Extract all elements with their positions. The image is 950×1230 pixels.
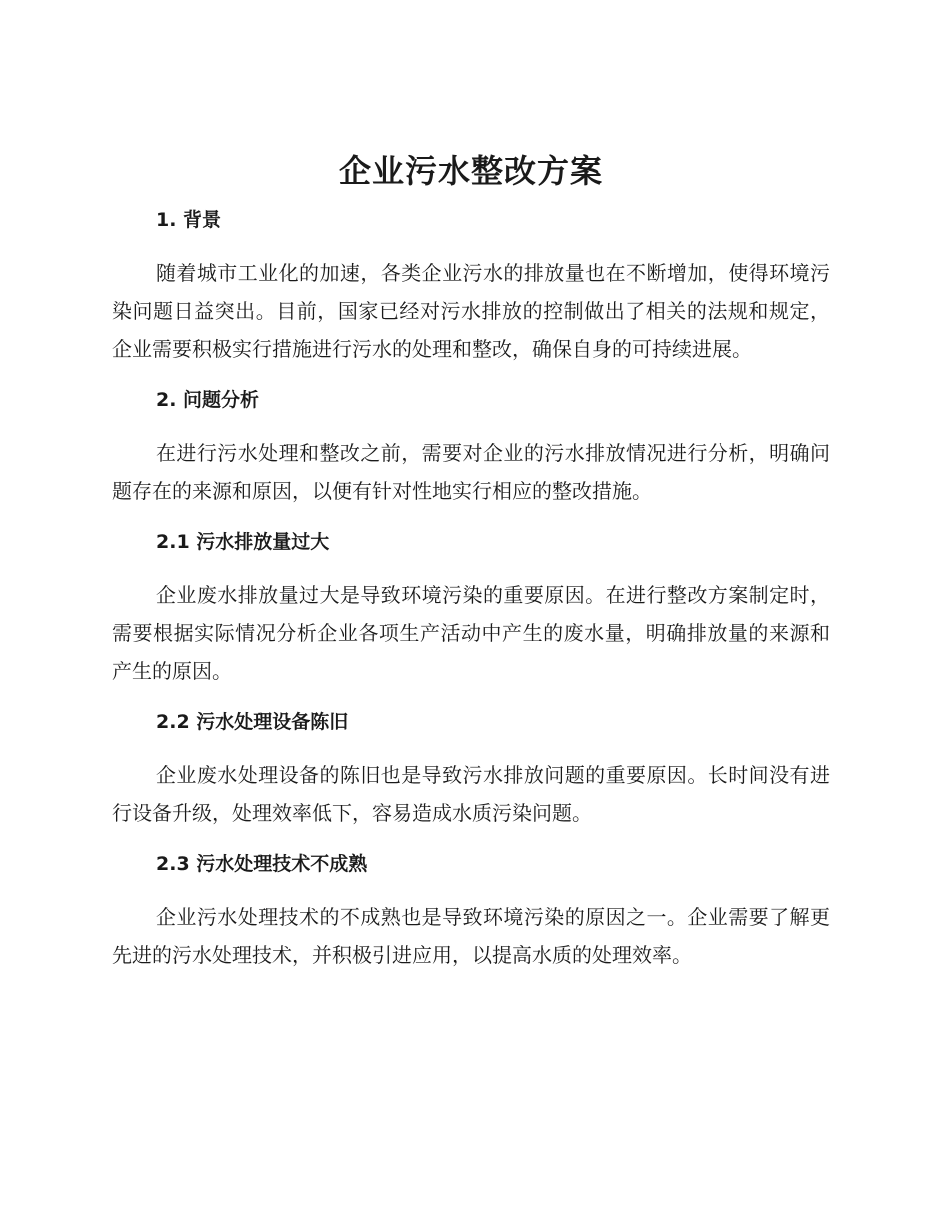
section-heading-discharge-volume: 2.1 污水排放量过大 <box>156 531 330 553</box>
section-heading-background: 1. 背景 <box>156 209 222 231</box>
section-heading-old-equipment: 2.2 污水处理设备陈旧 <box>156 711 349 733</box>
section-heading-immature-technology: 2.3 污水处理技术不成熟 <box>156 853 368 875</box>
section-body-problem-analysis: 在进行污水处理和整改之前，需要对企业的污水排放情况进行分析，明确问题存在的来源和原因，以便有针对性地实行相应的整改措施。 <box>112 441 830 503</box>
section-body-old-equipment: 企业废水处理设备的陈旧也是导致污水排放问题的重要原因。长时间没有进行设备升级，处理效率低下，容易造成水质污染问题。 <box>112 763 830 825</box>
document-title: 企业污水整改方案 <box>338 152 603 190</box>
section-body-discharge-volume: 企业废水排放量过大是导致环境污染的重要原因。在进行整改方案制定时，需要根据实际情况分析企业各项生产活动中产生的废水量，明确排放量的来源和产生的原因。 <box>112 583 830 683</box>
section-heading-problem-analysis: 2. 问题分析 <box>156 389 260 411</box>
section-body-immature-technology: 企业污水处理技术的不成熟也是导致环境污染的原因之一。企业需要了解更先进的污水处理技术，并积极引进应用，以提高水质的处理效率。 <box>112 905 830 967</box>
document-content <box>112 146 830 974</box>
section-body-background: 随着城市工业化的加速，各类企业污水的排放量也在不断增加，使得环境污染问题日益突出。目前，国家已经对污水排放的控制做出了相关的法规和规定，企业需要积极实行措施进行污水的处理和整改，确保自身的可持续进展。 <box>112 261 830 361</box>
